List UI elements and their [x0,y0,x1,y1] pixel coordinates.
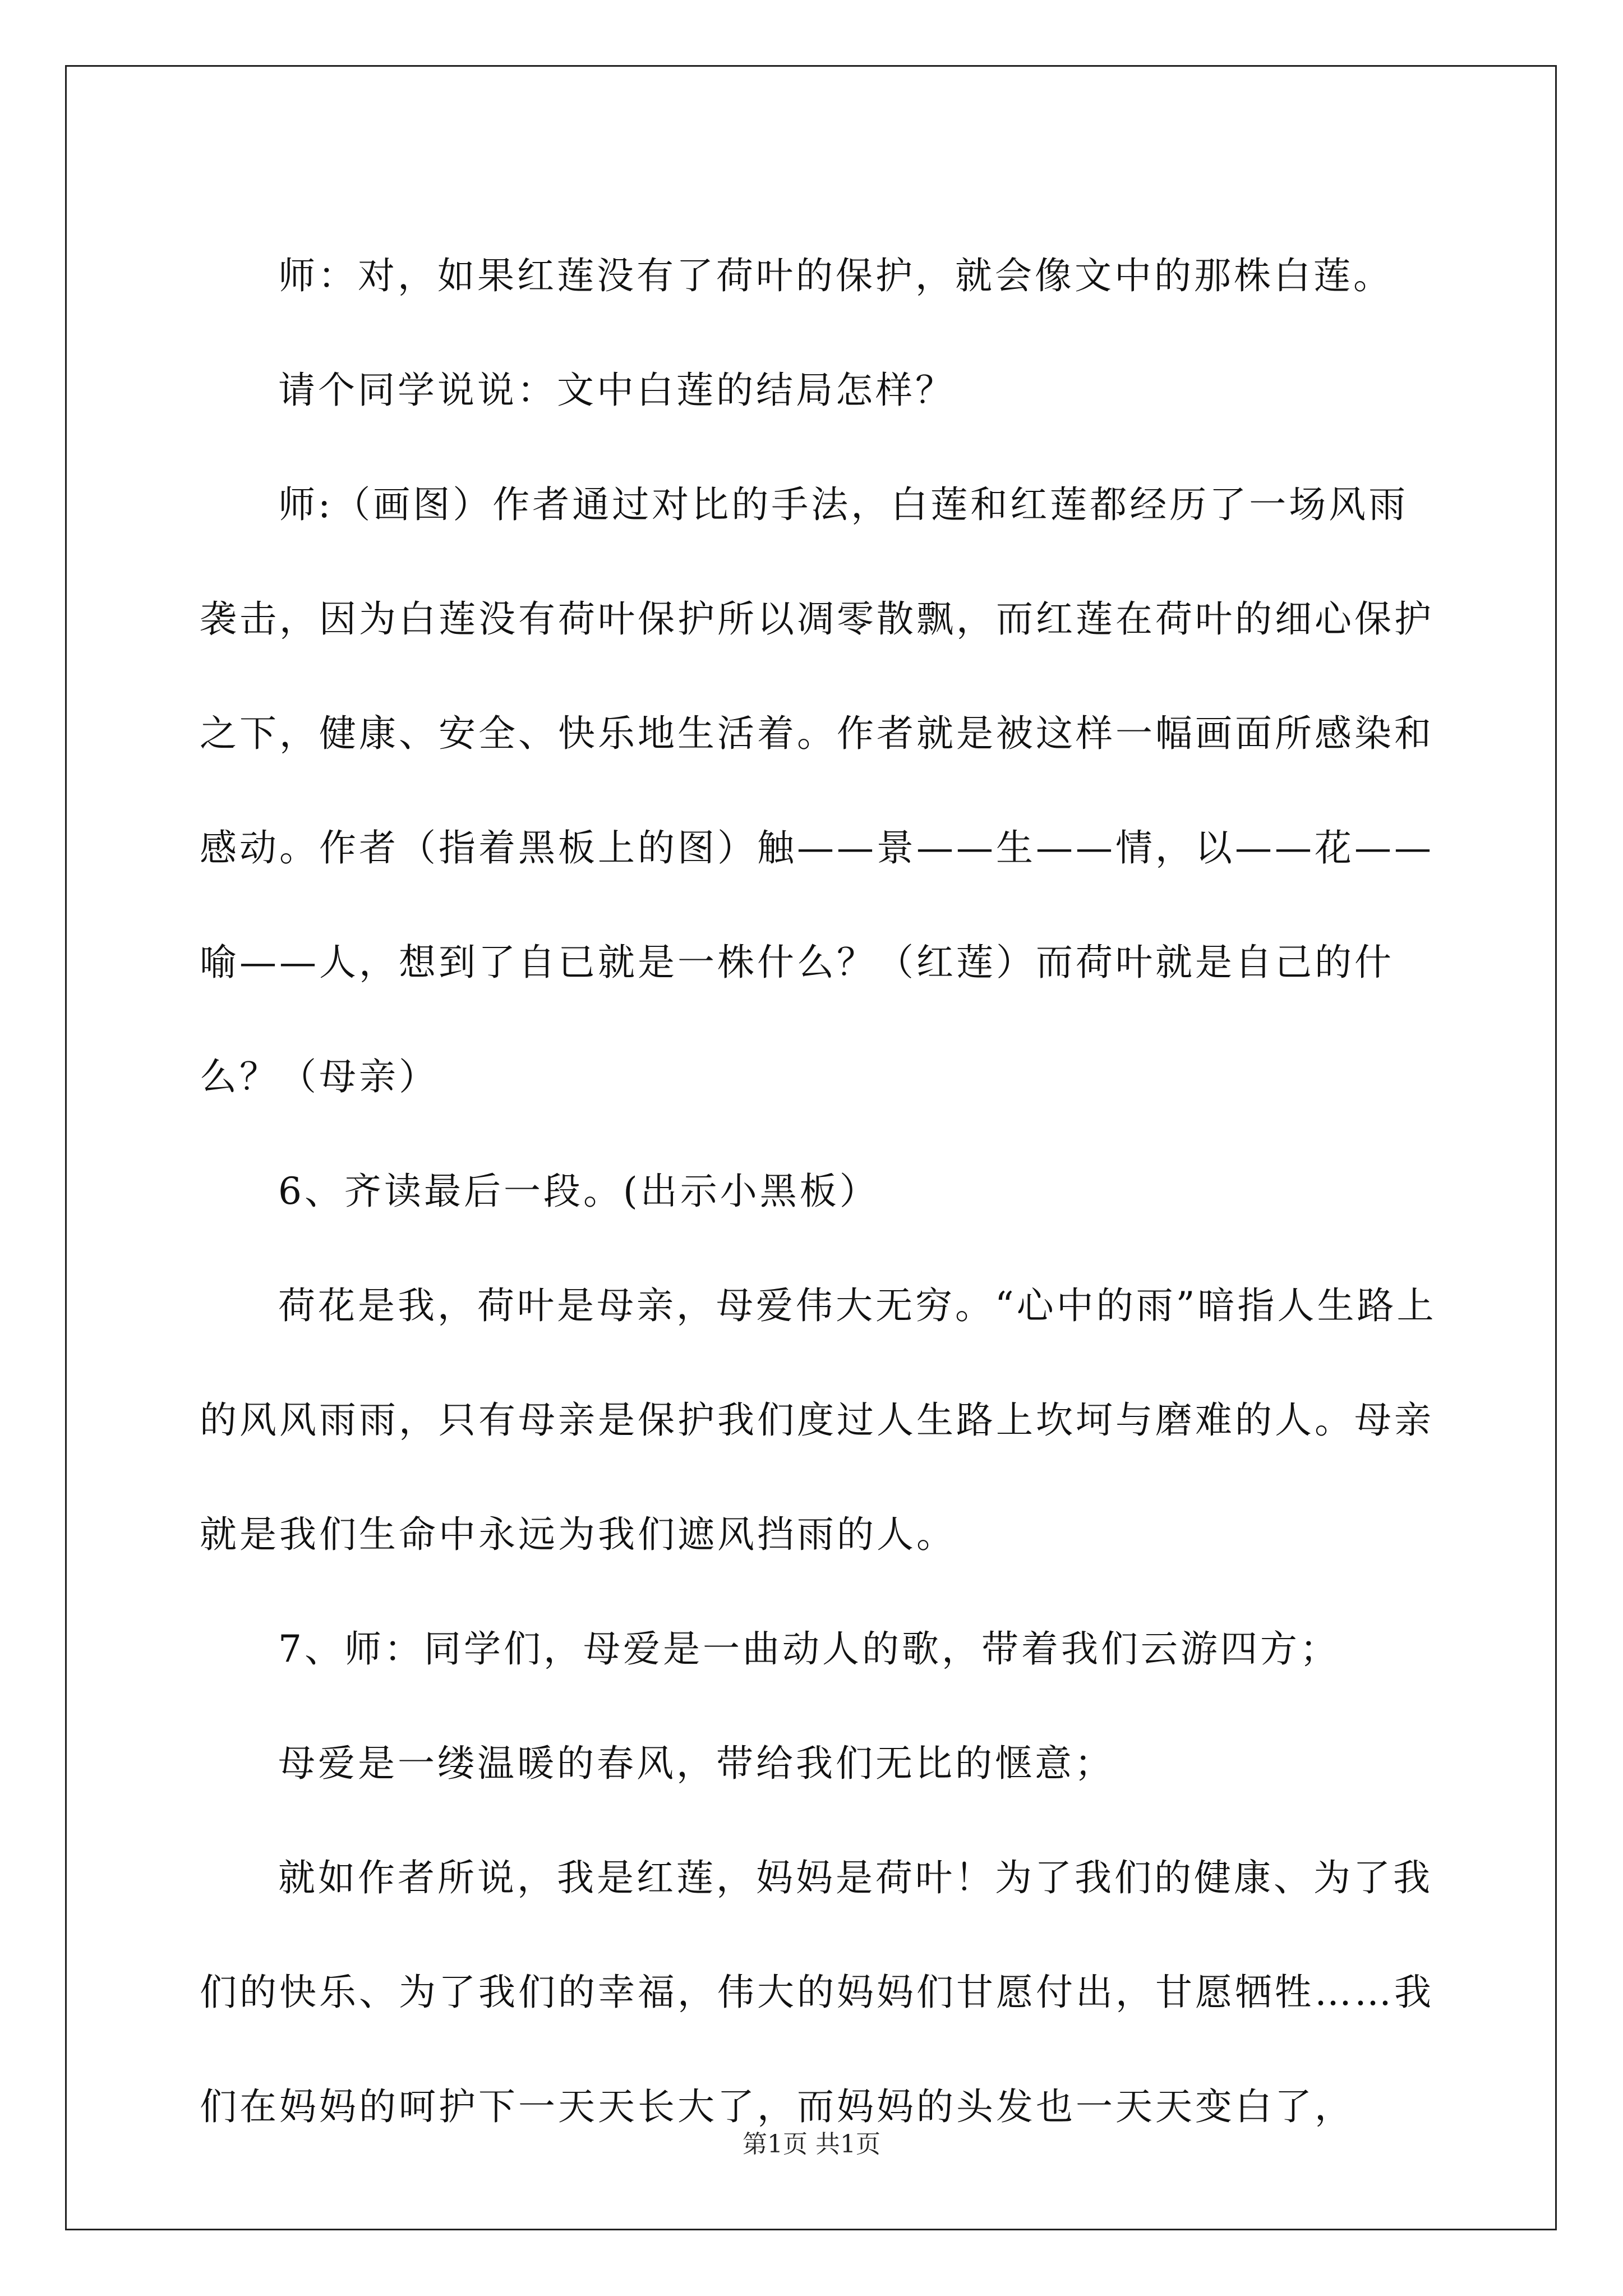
paragraph-7: 母爱是一缕温暖的春风，带给我们无比的惬意； [278,1742,1114,1785]
paragraph-1: 师：对，如果红莲没有了荷叶的保护，就会像文中的那株白莲。 [278,254,1393,297]
page-footer: 第1页 共1页 [743,2130,880,2159]
paragraph-6: 7、师：同学们，母爱是一曲动人的歌，带着我们云游四方； [278,1627,1340,1671]
paragraph-2: 请个同学说说：文中白莲的结局怎样？ [278,369,955,412]
paragraph-4: 6、齐读最后一段。(出示小黑板） [278,1170,879,1213]
paragraph-8: 就如作者所说，我是红莲，妈妈是荷叶！为了我们的健康、为了我们的快乐、为了我们的幸福，伟大的妈妈们甘愿付出，甘愿牺牲……我们在妈妈的呵护下一天天长大了，而妈妈的头发也一天天变白了， [200,1856,1434,2128]
paragraph-3: 师:（画图）作者通过对比的手法，白莲和红莲都经历了一场风雨袭击，因为白莲没有荷叶保护所以凋零散飘，而红莲在荷叶的细心保护之下，健康、安全、快乐地生活着。作者就是被这样一幅画面所感染和感动。作者（指着黑板上的图）触——景——生——情，以——花——喻——人，想到了自已就是一株什么？（红莲）而荷叶就是自己的什么？（母亲） [200,483,1434,1098]
document-body [200,219,1439,2164]
paragraph-5: 荷花是我，荷叶是母亲，母爱伟大无穷。“心中的雨”暗指人生路上的风风雨雨，只有母亲是保护我们度过人生路上坎坷与磨难的人。母亲就是我们生命中永远为我们遮风挡雨的人。 [200,1284,1437,1556]
